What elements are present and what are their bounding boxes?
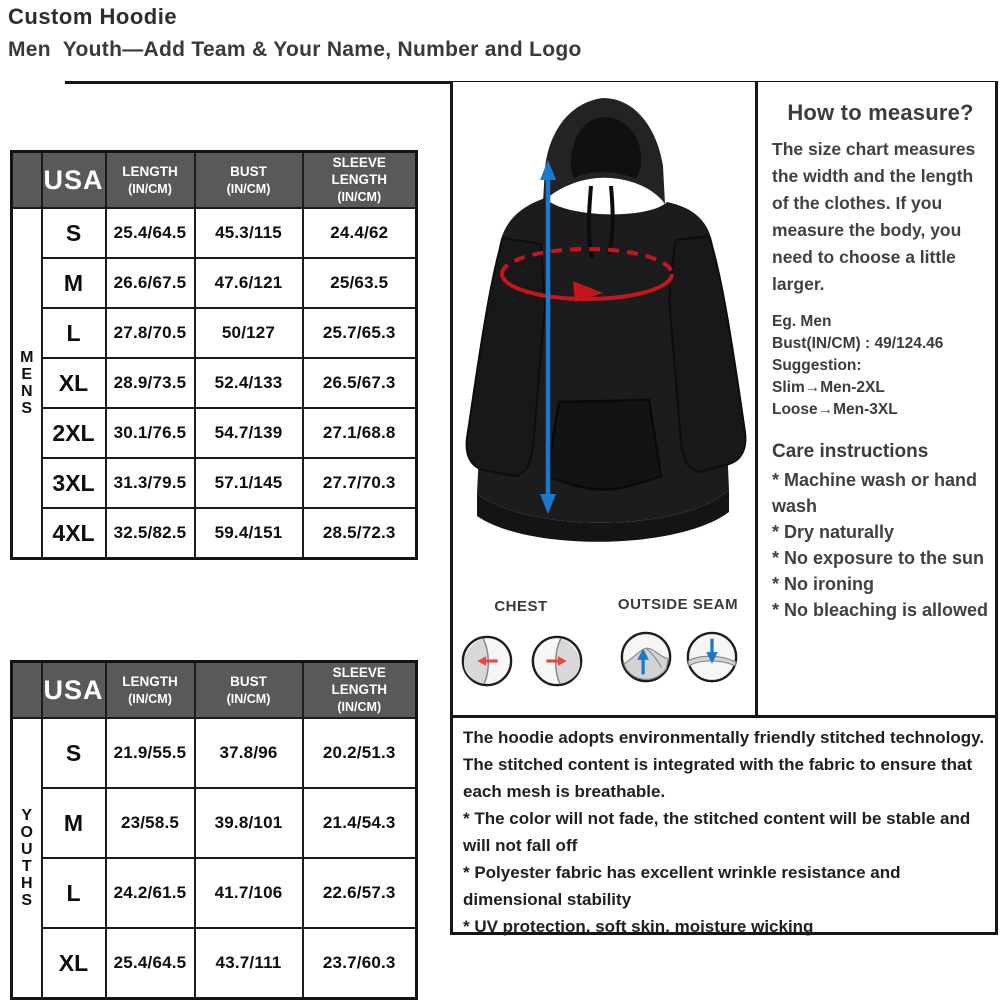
table-row: M 23/58.5 39.8/101 21.4/54.3	[12, 788, 417, 858]
chest-measure-left-icon	[460, 634, 514, 688]
description-paragraph: The hoodie adopts environmentally friendly stitched technology. The stitched content is integrated with the fabric to ensure that each mesh is breathable.	[463, 728, 985, 801]
table-row: M 26.6/67.5 47.6/121 25/63.5	[12, 258, 417, 308]
seam-measure-down-icon	[685, 630, 739, 684]
header-length: LENGTH (IN/CM)	[106, 152, 195, 209]
product-title: Custom Hoodie	[8, 4, 178, 29]
header-sleeve: SLEEVE LENGTH (IN/CM)	[303, 662, 417, 719]
example-line: Loose→Men-3XL	[772, 401, 898, 418]
how-to-measure-body: The size chart measures the width and the length of the clothes. If you measure the body, you need to choose a little larger.	[772, 139, 976, 294]
description-paragraph: * Polyester fabric has excellent wrinkle resistance and dimensional stability	[463, 863, 901, 909]
sizing-example-block	[772, 311, 989, 421]
chest-measure-right-icon	[530, 634, 584, 688]
table-header-row	[12, 152, 417, 209]
chest-label: CHEST	[494, 598, 548, 615]
care-item: * No ironing	[772, 574, 874, 594]
product-subtitle: Men Youth—Add Team & Your Name, Number and Logo	[8, 38, 582, 61]
description-paragraph: * The color will not fade, the stitched content will be stable and will not fall off	[463, 809, 971, 855]
table-row: MENS S 25.4/64.5 45.3/115 24.4/62	[12, 208, 417, 258]
outside-seam-label: OUTSIDE SEAM	[617, 596, 739, 613]
care-item: * No exposure to the sun	[772, 548, 985, 568]
table-row: L 24.2/61.5 41.7/106 22.6/57.3	[12, 858, 417, 928]
how-to-measure-panel	[755, 82, 1000, 718]
header-bust: BUST (IN/CM)	[195, 662, 303, 719]
upper-right-panels	[450, 82, 998, 718]
hoodie-illustration	[453, 86, 755, 626]
group-label-mens: MENS	[12, 208, 42, 559]
example-line: Slim→Men-2XL	[772, 379, 885, 396]
example-line: Eg. Men	[772, 313, 832, 330]
table-row: L 27.8/70.5 50/127 25.7/65.3	[12, 308, 417, 358]
care-item: * No bleaching is allowed	[772, 600, 989, 620]
table-header-row	[12, 662, 417, 719]
care-item: * Machine wash or hand wash	[772, 470, 978, 516]
hoodie-measure-diagram	[453, 82, 755, 718]
mens-size-table	[10, 150, 418, 560]
care-item: * Dry naturally	[772, 522, 895, 542]
table-row: YOUTHS S 21.9/55.5 37.8/96 20.2/51.3	[12, 718, 417, 788]
table-row: 4XL 32.5/82.5 59.4/151 28.5/72.3	[12, 508, 417, 559]
header-sleeve: SLEEVE LENGTH (IN/CM)	[303, 152, 417, 209]
seam-measure-up-icon	[619, 630, 673, 684]
how-to-measure-heading: How to measure?	[787, 100, 974, 125]
care-instructions-list	[772, 467, 989, 623]
table-row: XL 25.4/64.5 43.7/111 23.7/60.3	[12, 928, 417, 999]
table-row: 2XL 30.1/76.5 54.7/139 27.1/68.8	[12, 408, 417, 458]
bottom-description-box	[450, 715, 998, 935]
youth-size-table	[10, 660, 418, 1000]
header-usa: USA	[42, 152, 106, 209]
example-line: Suggestion:	[772, 357, 862, 374]
header-usa: USA	[42, 662, 106, 719]
header-length: LENGTH (IN/CM)	[106, 662, 195, 719]
header-corner-empty	[12, 152, 42, 209]
table-row: 3XL 31.3/79.5 57.1/145 27.7/70.3	[12, 458, 417, 508]
description-paragraph: * UV protection, soft skin, moisture wicking	[463, 917, 814, 936]
example-line: Bust(IN/CM) : 49/124.46	[772, 335, 944, 352]
header-bust: BUST (IN/CM)	[195, 152, 303, 209]
header-corner-empty	[12, 662, 42, 719]
table-row: XL 28.9/73.5 52.4/133 26.5/67.3	[12, 358, 417, 408]
care-instructions-heading: Care instructions	[772, 441, 929, 462]
group-label-youths: YOUTHS	[12, 718, 42, 999]
